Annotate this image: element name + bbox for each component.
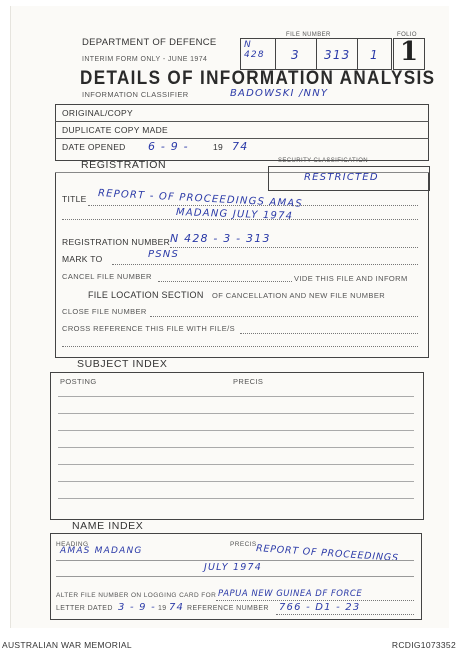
original-copy-label: ORIGINAL/COPY [62, 108, 133, 118]
reference-number-label: REFERENCE NUMBER [187, 605, 269, 612]
title-line-1: REPORT - OF PROCEEDINGS AMAS [97, 188, 304, 210]
ruled-line [58, 430, 414, 431]
file-number-label: FILE NUMBER [286, 32, 331, 38]
row-divider [55, 138, 429, 139]
cross-reference-label: CROSS REFERENCE THIS FILE WITH FILE/S [62, 324, 236, 333]
ruled-line [58, 396, 414, 397]
file-number-divider [275, 38, 276, 69]
footer-record-id: RCDIG1073352 [391, 640, 456, 650]
precis-line-1: REPORT OF PROCEEDINGS [255, 543, 400, 564]
ruled-line [58, 464, 414, 465]
dotted-line [62, 346, 418, 347]
heading-label: HEADING [56, 541, 89, 548]
registration-number-label: REGISTRATION NUMBER [62, 237, 171, 247]
security-classification-label: SECURITY CLASSIFICATION [278, 158, 368, 164]
vide-file-label: VIDE THIS FILE AND INFORM [294, 274, 408, 283]
mark-to-label: MARK TO [62, 254, 103, 264]
close-file-number-label: CLOSE FILE NUMBER [62, 307, 147, 316]
duplicate-copy-label: DUPLICATE COPY MADE [62, 125, 168, 135]
security-classification-value: RESTRICTED [304, 172, 379, 183]
name-index-heading: NAME INDEX [72, 520, 144, 532]
folio-label: FOLIO [397, 32, 418, 38]
department-label: DEPARTMENT OF DEFENCE [82, 37, 217, 48]
file-number-part-1: N 428 [244, 40, 265, 60]
ruled-line [58, 447, 414, 448]
ruled-line [56, 560, 414, 561]
file-number-part-2: 3 [291, 48, 300, 62]
subject-index-heading: SUBJECT INDEX [77, 358, 168, 370]
folio-value: 1 [400, 37, 419, 67]
date-opened-year: 74 [232, 140, 249, 153]
alter-file-number-value: PAPUA NEW GUINEA DF FORCE [218, 589, 363, 599]
date-opened-value: 6 - 9 - [148, 140, 189, 153]
cancel-file-number-label: CANCEL FILE NUMBER [62, 272, 152, 281]
file-number-part-4: 1 [370, 48, 379, 62]
dotted-line [88, 205, 418, 206]
letter-dated-label: LETTER DATED [56, 605, 113, 612]
date-opened-year-prefix: 19 [213, 142, 224, 152]
precis-line-2: JULY 1974 [204, 562, 262, 573]
name-index-precis-label: PRECIS [230, 541, 257, 548]
letter-year-prefix: 19 [158, 605, 167, 612]
ruled-line [56, 576, 414, 577]
form-title: DETAILS OF INFORMATION ANALYSIS [80, 68, 436, 89]
file-number-divider [357, 38, 358, 69]
file-location-section-label: FILE LOCATION SECTION [88, 290, 204, 300]
precis-label: PRECIS [233, 377, 264, 386]
classifier-value: BADOWSKI /NNY [230, 88, 329, 99]
interim-form-note: INTERIM FORM ONLY - JUNE 1974 [82, 56, 208, 63]
file-number-part-3: 313 [324, 48, 351, 62]
reference-number-value: 766 - D1 - 23 [279, 602, 361, 613]
title-line-2: MADANG JULY 1974 [175, 207, 294, 223]
registration-heading: REGISTRATION [81, 159, 167, 171]
dotted-line [240, 333, 418, 334]
dotted-line [216, 600, 414, 601]
alter-file-number-label: ALTER FILE NUMBER ON LOGGING CARD FOR [56, 592, 217, 599]
file-number-divider [316, 38, 317, 69]
letter-dated-value: 3 - 9 - [118, 602, 156, 613]
letter-year: 74 [169, 602, 185, 613]
title-label: TITLE [62, 194, 87, 204]
dotted-line [62, 219, 418, 220]
file-location-section-rest: OF CANCELLATION AND NEW FILE NUMBER [212, 291, 386, 300]
posting-label: POSTING [60, 377, 97, 386]
ruled-line [58, 413, 414, 414]
dotted-line [158, 281, 292, 282]
registration-number-value: N 428 - 3 - 313 [170, 232, 271, 245]
date-opened-label: DATE OPENED [62, 142, 126, 152]
dotted-line [150, 316, 418, 317]
heading-value: AMAS MADANG [60, 546, 143, 556]
dotted-line [112, 264, 418, 265]
footer-source: AUSTRALIAN WAR MEMORIAL [2, 640, 132, 650]
ruled-line [58, 498, 414, 499]
classifier-label: INFORMATION CLASSIFIER [82, 90, 189, 99]
dotted-line [170, 247, 418, 248]
mark-to-value: PSNS [148, 249, 180, 260]
ruled-line [58, 481, 414, 482]
dotted-line [276, 614, 414, 615]
row-divider [55, 121, 429, 122]
